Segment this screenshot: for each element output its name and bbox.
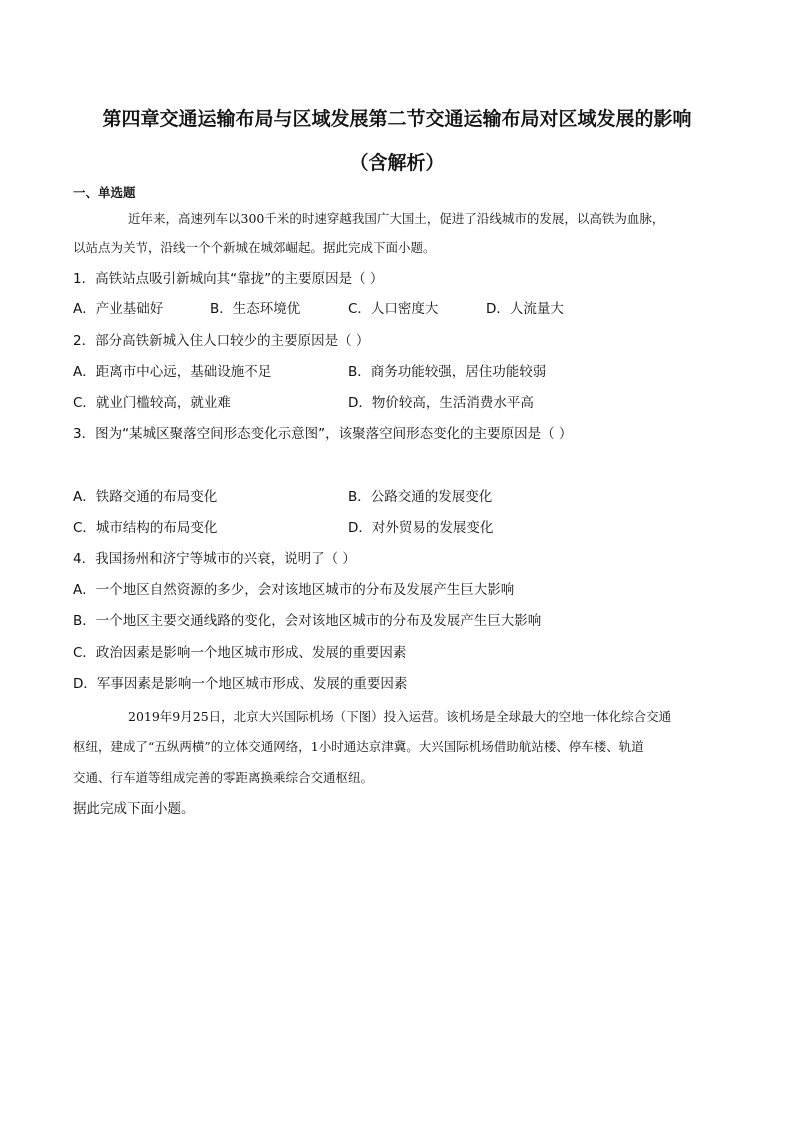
question-4-option-c: C．政治因素是影响一个地区城市形成、发展的重要因素 [73,645,407,661]
passage-2-line-2: 枢纽，建成了“五纵两横”的立体交通网络，1小时通达京津冀。大兴国际机场借助航站楼、停车楼、轨道 [73,739,644,754]
question-4-option-d: D．军事因素是影响一个地区城市形成、发展的重要因素 [73,676,408,692]
question-1-option-b: B．生态环境优 [210,301,301,317]
question-1-option-d: D．人流量大 [486,301,564,317]
question-3-stem: 3．图为“某城区聚落空间形态变化示意图”，该聚落空间形态变化的主要原因是（ ） [73,426,573,442]
document-title-line-1: 第四章交通运输布局与区域发展第二节交通运输布局对区域发展的影响 [102,108,692,130]
question-3-option-a: A．铁路交通的布局变化 [73,489,218,505]
question-2-option-a: A．距离市中心远，基础设施不足 [73,364,272,380]
passage-2-line-3: 交通、行车道等组成完善的零距离换乘综合交通枢纽。 [73,770,374,785]
question-4-option-b: B．一个地区主要交通线路的变化，会对该地区城市的分布及发展产生巨大影响 [73,613,542,629]
question-2-option-b: B．商务功能较强，居住功能较弱 [348,364,547,380]
document-title-line-2: （含解析） [349,152,445,174]
question-2-option-c: C．就业门槛较高，就业难 [73,395,231,411]
question-1-option-c: C．人口密度大 [348,301,439,317]
question-1-option-a: A．产业基础好 [73,301,164,317]
question-2-option-d: D．物价较高，生活消费水平高 [348,395,534,411]
passage-1-line-2: 以站点为关节，沿线一个个新城在城郊崛起。据此完成下面小题。 [73,240,436,255]
question-4-option-a: A．一个地区自然资源的多少，会对该地区城市的分布及发展产生巨大影响 [73,582,515,598]
question-2-stem: 2．部分高铁新城入住人口较少的主要原因是（ ） [73,333,370,349]
passage-1-line-1: 近年来，高速列车以300千米的时速穿越我国广大国土，促进了沿线城市的发展，以高铁为血脉， [128,211,665,226]
question-3-option-b: B．公路交通的发展变化 [348,489,493,505]
passage-2-line-1: 2019年9月25日，北京大兴国际机场（下图）投入运营。该机场是全球最大的空地一体化综合交通 [128,709,672,724]
question-3-option-c: C．城市结构的布局变化 [73,520,218,536]
closing-instruction: 据此完成下面小题。 [73,801,195,817]
question-4-stem: 4．我国扬州和济宁等城市的兴衰，说明了（ ） [73,551,356,567]
question-3-option-d: D．对外贸易的发展变化 [348,520,494,536]
section-heading: 一、单选题 [73,185,136,200]
question-1-stem: 1．高铁站点吸引新城向其“靠拢”的主要原因是（ ） [73,271,384,287]
